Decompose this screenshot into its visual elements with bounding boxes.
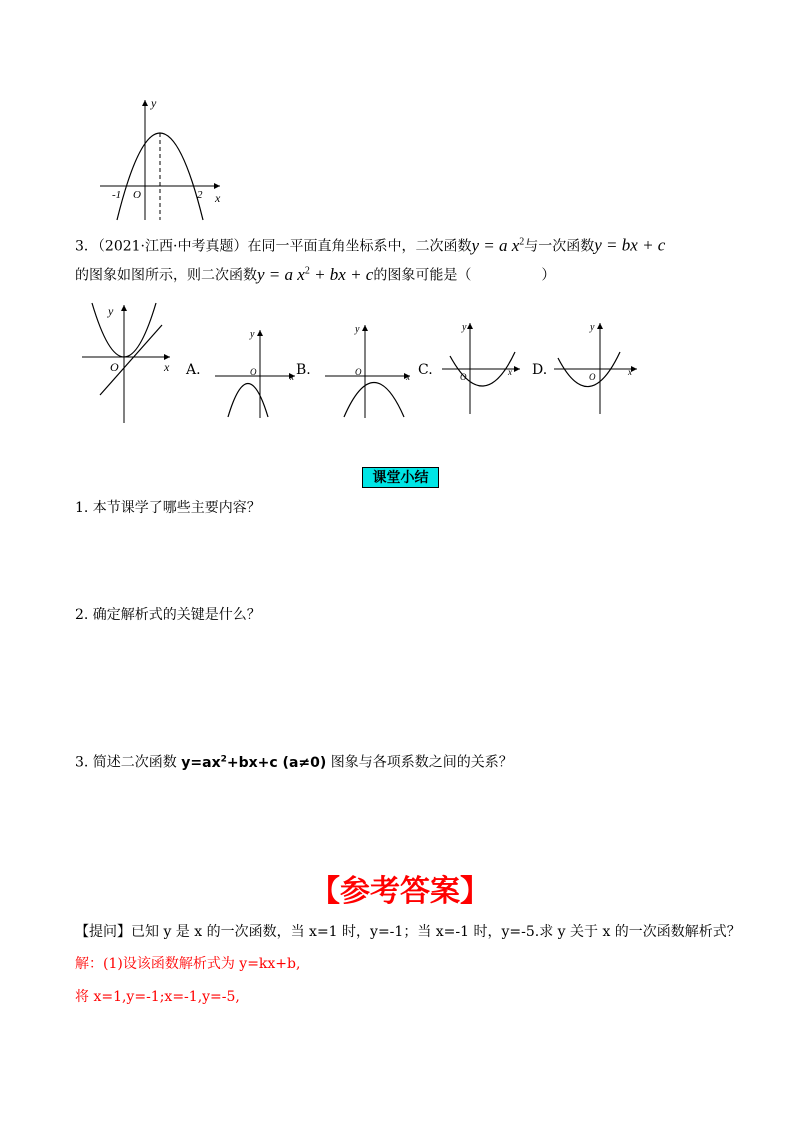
given-graph-x-label: x	[164, 360, 170, 374]
top-graph-tick-left: -1	[112, 189, 122, 201]
option-d-y-label: y	[590, 322, 595, 333]
top-graph-tick-right: 2	[197, 189, 203, 201]
option-c-y-label: y	[462, 322, 467, 333]
option-a-label[interactable]: A.	[186, 362, 201, 378]
question-3-line2	[75, 261, 555, 286]
summary-title: 课堂小结	[362, 467, 439, 488]
question-3-line2-start: 的图象如图所示，则二次函数	[75, 267, 257, 284]
equation-linear: y = bx + c	[594, 235, 666, 255]
answers-solution-line-2: 将 x=1,y=-1;x=-1,y=-5,	[75, 989, 240, 1005]
question-3-source: （2021·江西·中考真题）在同一平面直角坐标系中，二次函数	[97, 238, 472, 255]
question-3-mid: 与一次函数	[524, 238, 595, 255]
top-graph-x-label: x	[215, 191, 221, 205]
summary-question-3-formula: $y=ax^2+bx+c$ (a≠0)	[181, 754, 327, 771]
option-b-x-label: x	[406, 372, 410, 382]
option-b-y-label: y	[355, 324, 360, 335]
summary-question-2: 2. 确定解析式的关键是什么？	[75, 607, 261, 623]
top-parabola-graph	[95, 95, 230, 225]
option-b-origin: O	[355, 367, 362, 377]
given-graph-y-label: y	[108, 304, 114, 318]
question-3-line1	[75, 232, 665, 257]
option-a-x-label: x	[290, 372, 294, 382]
answers-solution-line-1: 解：(1)设该函数解析式为 y=kx+b,	[75, 956, 301, 972]
answers-prompt: 【提问】已知 y 是 x 的一次函数，当 x=1 时，y=-1；当 x=-1 时，y=-5.求 y 关于 x 的一次函数解析式？	[75, 924, 741, 940]
option-a-y-label: y	[250, 329, 255, 340]
option-c-graph[interactable]	[440, 318, 525, 418]
option-d-origin: O	[589, 372, 596, 382]
option-a-graph[interactable]	[210, 325, 300, 420]
option-b-label[interactable]: B.	[296, 362, 311, 378]
option-c-origin: O	[460, 372, 467, 382]
given-graph-origin: O	[110, 360, 119, 374]
top-graph-origin: O	[133, 189, 141, 201]
top-graph-y-label: y	[151, 96, 157, 110]
option-b-graph[interactable]	[320, 320, 415, 420]
answers-title: 【参考答案】	[310, 874, 490, 909]
option-d-label[interactable]: D.	[532, 362, 548, 378]
summary-question-3-suffix: 图象与各项系数之间的关系？	[326, 754, 513, 771]
given-graph	[80, 295, 180, 425]
option-c-x-label: x	[508, 367, 512, 377]
question-3-line2-end: 的图象可能是（ ）	[373, 267, 556, 284]
option-d-x-label: x	[628, 367, 632, 377]
equation-quadratic-full: y = a $x^2$ + bx + c	[257, 264, 374, 284]
option-c-label[interactable]: C.	[418, 362, 433, 378]
equation-quadratic-simple: y = a $x^2$	[471, 235, 525, 255]
question-3-number: 3．	[75, 238, 98, 255]
summary-question-3-prefix: 3. 简述二次函数	[75, 754, 182, 771]
option-d-graph[interactable]	[552, 318, 642, 418]
summary-question-3	[75, 749, 513, 773]
summary-question-1: 1. 本节课学了哪些主要内容？	[75, 500, 261, 516]
option-a-origin: O	[250, 367, 257, 377]
